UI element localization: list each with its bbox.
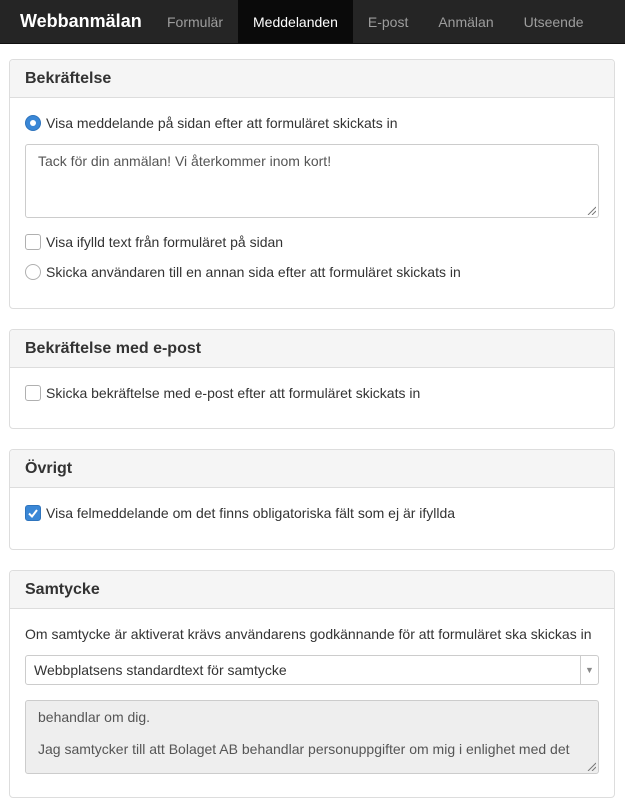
send-email-option[interactable] [25, 385, 420, 401]
show-message-option[interactable] [25, 115, 397, 131]
tab-epost[interactable]: E-post [367, 13, 409, 30]
send-email-label: Skicka bekräftelse med e-post efter att formuläret skickats in [46, 385, 421, 401]
panel-heading-ovrigt: Övrigt [10, 450, 614, 488]
checkmark-icon [27, 507, 39, 519]
resize-grip-icon[interactable] [586, 205, 596, 215]
tab-anmalan[interactable]: Anmälan [438, 13, 494, 30]
tab-formular[interactable]: Formulär [167, 13, 224, 30]
show-filled-text-checkbox[interactable] [25, 234, 41, 250]
consent-text-select[interactable] [25, 655, 599, 685]
chevron-down-icon[interactable]: ▼ [580, 656, 598, 684]
show-filled-text-label: Visa ifylld text från formuläret på sidan [46, 234, 284, 250]
tab-utseende[interactable]: Utseende [523, 13, 584, 30]
show-error-option[interactable] [25, 505, 455, 521]
redirect-label: Skicka användaren till en annan sida efter att formuläret skickats in [46, 264, 461, 280]
show-error-label: Visa felmeddelande om det finns obligatoriska fält som ej är ifyllda [46, 505, 456, 521]
panel-ovrigt [9, 449, 615, 550]
redirect-option[interactable] [25, 264, 461, 280]
consent-text: behandlar om dig. Jag samtycker till att Bolaget AB behandlar personuppgifter om mig i enlighet med det [38, 709, 570, 757]
consent-select-value: Webbplatsens standardtext för samtycke [34, 662, 287, 678]
show-message-radio[interactable] [25, 115, 41, 131]
consent-textarea[interactable] [25, 700, 599, 774]
panel-epost [9, 329, 615, 429]
panel-heading-epost: Bekräftelse med e-post [10, 330, 614, 368]
panel-bekraftelse [9, 59, 615, 309]
send-email-checkbox[interactable] [25, 385, 41, 401]
show-error-checkbox[interactable] [25, 505, 41, 521]
samtycke-description: Om samtycke är aktiverat krävs användarens godkännande för att formuläret ska skickas in [25, 626, 592, 642]
resize-grip-icon[interactable] [586, 761, 596, 771]
show-message-label: Visa meddelande på sidan efter att formuläret skickats in [46, 115, 398, 131]
top-navbar [0, 0, 625, 44]
panel-heading-samtycke: Samtycke [10, 571, 614, 609]
message-textarea[interactable] [25, 144, 599, 218]
show-filled-text-option[interactable] [25, 234, 283, 250]
panel-samtycke [9, 570, 615, 798]
redirect-radio[interactable] [25, 264, 41, 280]
panel-heading-bekraftelse: Bekräftelse [10, 60, 614, 98]
message-text: Tack för din anmälan! Vi återkommer inom kort! [38, 153, 332, 169]
brand-logo[interactable]: Webbanmälan [20, 11, 142, 31]
tab-meddelanden[interactable]: Meddelanden [238, 0, 353, 43]
